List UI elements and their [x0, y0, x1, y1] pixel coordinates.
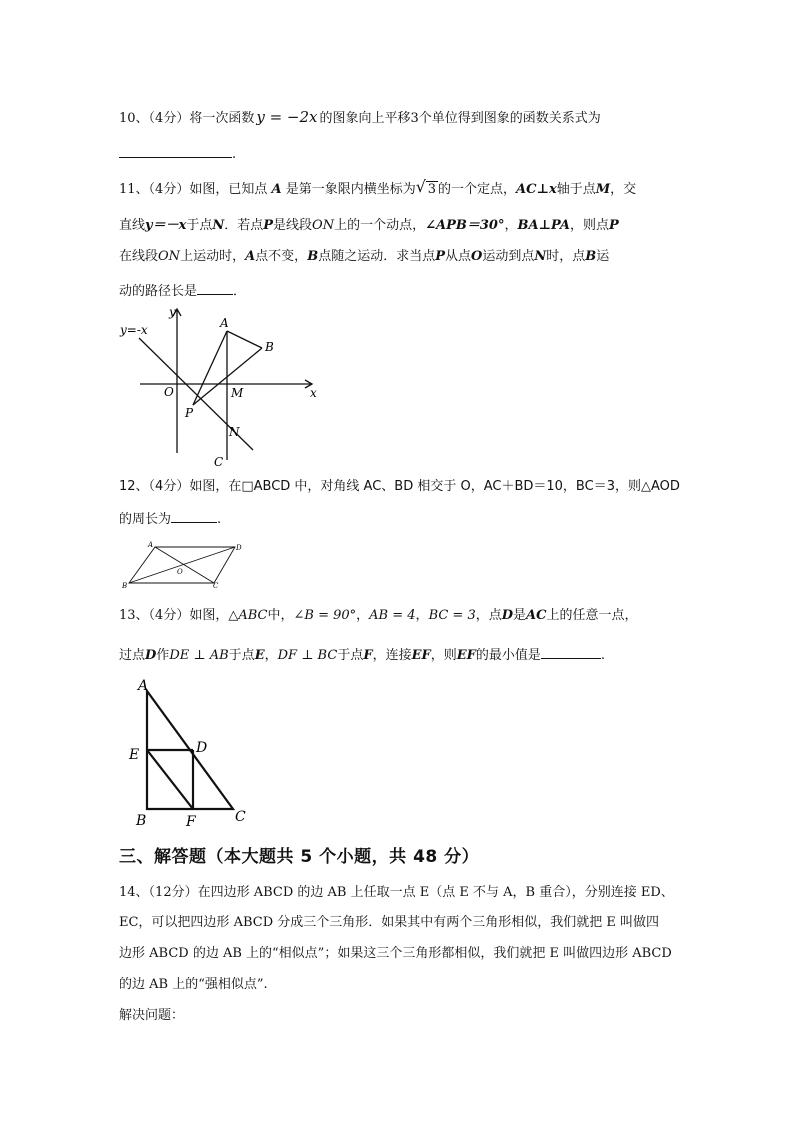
q13-var: EF	[411, 648, 431, 663]
q11-text: 运动到点	[482, 249, 535, 264]
q13-text: 作	[156, 648, 170, 663]
q14-line-1	[119, 883, 674, 903]
q14-score: （12分）	[148, 885, 198, 900]
q11-var: P	[608, 218, 619, 233]
q13-text: ，	[415, 608, 429, 623]
q14-number: 14、	[119, 885, 149, 900]
fig11-label-a: A	[220, 316, 229, 330]
q11-line-4	[119, 280, 246, 302]
q11-var: O	[471, 249, 483, 264]
q11-text: ，则点	[569, 218, 609, 233]
q13-text: 中，	[267, 608, 294, 623]
q13-end: .	[600, 648, 606, 663]
q14-text: 边形 ABCD 的边 AB 上的“相似点”；如果这三个三角形都相似，我们就把 E 叫做四边形 ABCD	[119, 946, 672, 961]
fig13-label-c: C	[235, 809, 246, 825]
q10-formula: y = −2x	[256, 108, 318, 126]
q13-math: AB = 4	[369, 608, 416, 623]
q14-text: 在四边形 ABCD 的边 AB 上任取一点 E（点 E 不与 A，B 重合），分别连接 ED、	[197, 885, 674, 900]
fig12-label-a: A	[148, 541, 154, 549]
q13-text: 是	[513, 608, 527, 623]
fig11-label-m: M	[231, 386, 244, 400]
q11-line-1	[119, 177, 637, 200]
fig13-label-f: F	[186, 814, 196, 830]
fig12-label-b: B	[122, 582, 128, 590]
q13-text: 于点	[228, 648, 255, 663]
q13-score: （4分）	[148, 608, 190, 623]
q14-line-2	[119, 913, 659, 933]
q13-text: 于点	[337, 648, 364, 663]
q14-text: EC，可以把四边形 ABCD 分成三个三角形．如果其中有两个三角形相似，我们就把 E 叫做四	[119, 915, 660, 930]
q11-math: AC⊥x	[516, 182, 557, 197]
q12-line-2	[119, 508, 221, 530]
q10-end: .	[232, 147, 237, 162]
q13-text: 的最小值是	[475, 648, 541, 663]
q13-text: 如图，	[189, 608, 229, 623]
q10-line-1	[119, 107, 601, 129]
q11-text: 是线段	[273, 218, 313, 233]
q11-end: ．	[233, 284, 247, 299]
q11-math: y＝－x	[145, 218, 187, 233]
q11-line-3	[119, 247, 609, 267]
q11-sqrt-value: 3	[427, 182, 437, 197]
fig11-label-p: P	[185, 406, 194, 420]
q10-score: （4分）	[148, 111, 190, 126]
q11-var: B	[307, 249, 319, 264]
fig11-label-c: C	[214, 455, 224, 469]
fig12-label-c: C	[213, 582, 219, 590]
q11-text: 轴于点	[556, 182, 596, 197]
q13-line-2	[119, 644, 605, 666]
diagonal-ac	[155, 547, 214, 583]
q13-text: ，连接	[372, 648, 412, 663]
q13-math: DE ⊥ AB	[169, 648, 229, 663]
q13-text: ，	[356, 608, 370, 623]
q11-text: ．若点	[224, 218, 264, 233]
q12-text: 的周长为	[119, 512, 172, 527]
q10-line-2	[119, 143, 236, 165]
q11-text: 在线段	[119, 249, 159, 264]
q10-number: 10、	[119, 111, 149, 126]
q14-line-3	[119, 944, 672, 964]
q13-figure	[125, 673, 265, 831]
q11-text: 上运动时，	[180, 249, 246, 264]
q11-var: A	[245, 249, 256, 264]
q10-answer-blank	[119, 143, 232, 158]
q11-figure	[112, 300, 332, 470]
q11-text: 点不变，	[255, 249, 308, 264]
q13-answer-blank	[541, 644, 601, 659]
q13-number: 13、	[119, 608, 149, 623]
q13-var: F	[363, 648, 373, 663]
q13-text: 过点	[119, 648, 146, 663]
q11-number: 11、	[119, 182, 149, 197]
q11-text: 动的路径长是	[119, 284, 198, 299]
q13-math: ∠B = 90°	[293, 608, 357, 623]
fig11-line-label: y=-x	[120, 323, 148, 337]
q11-text: 于点	[186, 218, 213, 233]
q12-answer-blank	[171, 508, 217, 523]
fig13-label-e: E	[129, 747, 140, 763]
q14-text: 的边 AB 上的“强相似点”.	[119, 977, 268, 992]
q13-text: ，	[264, 648, 278, 663]
q13-line-1	[119, 606, 638, 626]
fig12-label-o: O	[177, 568, 183, 576]
q14-text: 解决问题：	[119, 1008, 185, 1023]
q11-var: B	[585, 249, 597, 264]
q12-text: 如图，在□ABCD 中，对角线 AC、BD 相交于 O，AC＋BD＝10，BC＝3，则△AOD	[189, 479, 680, 494]
q10-text: 将一次函数	[189, 111, 255, 126]
q11-text: 直线	[119, 218, 146, 233]
q11-text: 上的一个动点，	[334, 218, 426, 233]
q13-text: ，则	[430, 648, 457, 663]
q14-line-4	[119, 975, 268, 995]
q11-var: N	[212, 218, 225, 233]
q11-score: （4分）	[148, 182, 190, 197]
q11-math: ∠APB＝30°	[425, 218, 505, 233]
q12-number: 12、	[119, 479, 149, 494]
q11-var: M	[595, 182, 611, 197]
q11-math: BA⊥PA	[517, 218, 570, 233]
segment-ef	[147, 750, 193, 809]
segment-ap	[193, 331, 227, 405]
fig11-x-label: x	[310, 386, 317, 400]
fig13-label-a: A	[138, 678, 149, 694]
q13-var: AC	[526, 608, 547, 623]
q13-var: D	[501, 608, 514, 623]
fig13-label-b: B	[136, 813, 147, 829]
q12-score: （4分）	[148, 479, 190, 494]
fig11-label-b: B	[265, 340, 274, 354]
fig13-label-d: D	[196, 740, 208, 756]
q12-line-1	[119, 477, 680, 497]
segment-ab	[227, 331, 262, 348]
q11-line-2	[119, 216, 619, 236]
fig11-y-label: y	[169, 305, 176, 319]
q11-text: 时，点	[546, 249, 586, 264]
q11-var: P	[435, 249, 445, 264]
q13-math: DF ⊥ BC	[277, 648, 338, 663]
q11-var: A	[271, 182, 282, 197]
q11-var: ON	[158, 249, 181, 264]
q11-text: 如图，已知点	[189, 182, 268, 197]
q11-text: 是第一象限内横坐标为	[285, 182, 416, 197]
q11-answer-blank	[197, 280, 233, 295]
q11-sqrt: √ 3	[415, 177, 437, 197]
q13-var: EF	[456, 648, 476, 663]
q14-line-5	[119, 1006, 184, 1026]
q11-text: 点随之运动．求当点	[318, 249, 436, 264]
q11-text: ，交	[610, 182, 637, 197]
q11-text: 运	[596, 249, 610, 264]
q12-figure	[115, 538, 250, 590]
fig11-label-n: N	[229, 425, 240, 439]
q12-end: .	[217, 512, 222, 527]
q11-var: N	[534, 249, 547, 264]
q13-text: 上的任意一点，	[546, 608, 638, 623]
fig12-label-d: D	[236, 544, 242, 552]
q13-var: D	[145, 648, 157, 663]
diagonal-bd	[129, 547, 235, 583]
q11-text: ，	[504, 218, 518, 233]
q13-math: BC = 3	[428, 608, 476, 623]
q10-text: 的图象向上平移3个单位得到图象的函数关系式为	[319, 111, 601, 126]
q13-text: ，点	[475, 608, 502, 623]
fig11-label-o: O	[164, 385, 174, 399]
q11-text: 的一个定点，	[438, 182, 517, 197]
q13-math: △ABC	[228, 608, 268, 623]
q11-text: 从点	[444, 249, 471, 264]
q11-var: P	[263, 218, 274, 233]
section-title: 三、解答题（本大题共 5 个小题，共 48 分）	[119, 847, 480, 867]
q13-var: E	[254, 648, 265, 663]
q11-var: ON	[312, 218, 335, 233]
